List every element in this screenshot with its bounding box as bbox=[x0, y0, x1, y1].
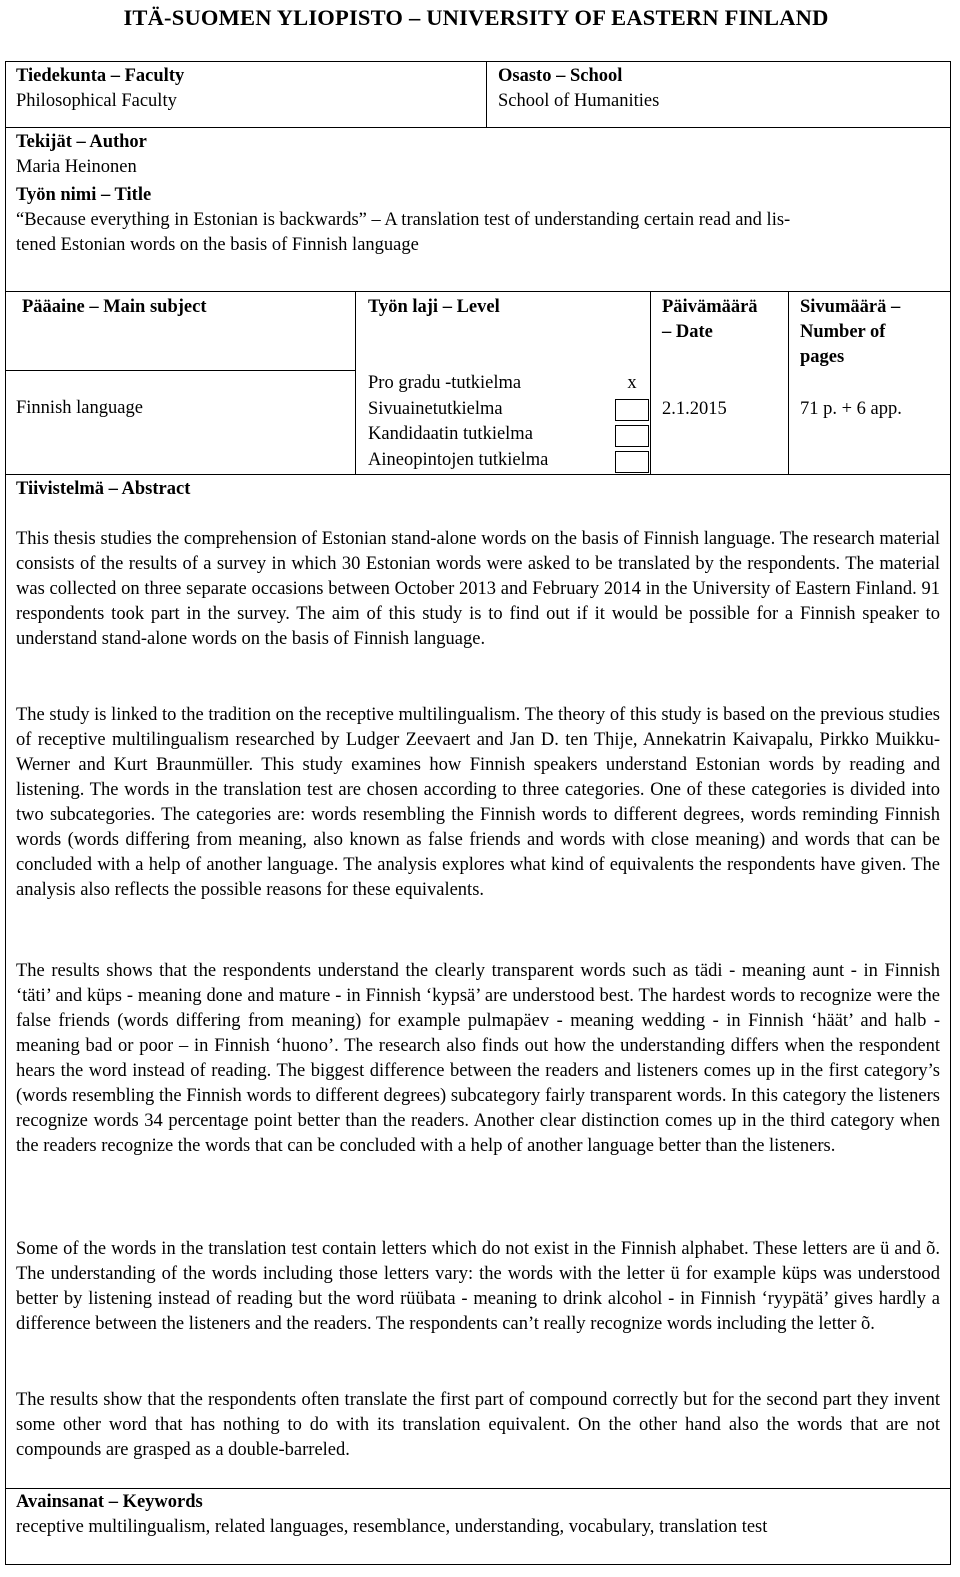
university-title: ITÄ-SUOMEN YLIOPISTO – UNIVERSITY OF EASTERN FINLAND bbox=[123, 5, 829, 30]
level-option-pro-gradu: Pro gradu -tutkielma bbox=[368, 373, 522, 393]
abstract-paragraph-3: The results shows that the respondents understand the clearly transparent words such as tädi - meaning aunt - in Finnish ‘täti’ and küps - meaning done and mature - in Finnish ‘kypsä’ are understood best. The hardest words to recognize were the false friends (words differing from meaning) for example pulmapäev - meaning wedding - in Finnish ‘häät’ and halb - meaning bad or poor – in Finnish ‘huono’. The research also finds out how the understanding differs when the respondent hears the word instead of reading. The biggest difference between the readers and listeners comes up in the first category’s (words resembling the Finnish words to different degrees) subcategory fairly transparent words. In this category the listeners recognize words 34 percentage point better than the readers. Another clear distinction comes up in the third category when the readers recognize the words that can be concluded with a help of another language better than the listeners. bbox=[16, 961, 940, 1156]
pages-label-2: Number of bbox=[800, 322, 886, 342]
level-option-sivuaine: Sivuainetutkielma bbox=[368, 399, 503, 419]
level-label: Työn laji – Level bbox=[368, 297, 500, 317]
pages-label-1: Sivumäärä – bbox=[800, 297, 901, 317]
main-subject-value: Finnish language bbox=[16, 398, 143, 418]
divider-level-date bbox=[650, 291, 651, 474]
divider-title bbox=[5, 291, 951, 292]
abstract-paragraph-4: Some of the words in the translation test contain letters which do not exist in the Finnish alphabet. These letters are ü and õ. The understanding of the words including those letters vary: the words with the letter ü for example küps was understood better by listening instead of reading but the word rüübata - meaning to drink alcohol - in Finnish ‘ryypätä’ gives hardly a difference between the listeners and the readers. The respondents can’t really recognize words including the letter õ. bbox=[16, 1239, 940, 1334]
keywords-value: receptive multilingualism, related languages, resemblance, understanding, vocabulary, translation test bbox=[16, 1517, 768, 1537]
divider-keywords bbox=[5, 1488, 951, 1489]
date-label-2: – Date bbox=[662, 322, 713, 342]
level-checkbox-kandidaatin[interactable] bbox=[615, 425, 649, 447]
faculty-label: Tiedekunta – Faculty bbox=[16, 66, 185, 86]
main-subject-label: Pääaine – Main subject bbox=[22, 297, 207, 317]
divider-subject-row bbox=[5, 370, 355, 371]
date-label-1: Päivämäärä bbox=[662, 297, 758, 317]
abstract-paragraph-5: The results show that the respondents often translate the first part of compound correctly but for the second part they invent some other word that has nothing to do with its translation equivalent. On the other hand also the words that are not compounds are grasped as a double-barreled. bbox=[16, 1390, 940, 1460]
keywords-label: Avainsanat – Keywords bbox=[16, 1492, 203, 1512]
author-value: Maria Heinonen bbox=[16, 157, 137, 177]
title-label: Työn nimi – Title bbox=[16, 185, 152, 205]
divider-meta bbox=[5, 474, 951, 475]
divider-date-pages bbox=[788, 291, 789, 474]
divider-faculty-school bbox=[486, 61, 487, 127]
school-label: Osasto – School bbox=[498, 66, 623, 86]
abstract-paragraph-1: This thesis studies the comprehension of Estonian stand-alone words on the basis of Finnish language. The research material consists of the results of a survey in which 30 Estonian words were asked to be translated by the respondents. The material was collected on three separate occasions between October 2013 and February 2014 in the University of Eastern Finland. 91 respondents took part in the survey. The aim of this study is to find out if it would be possible for a Finnish speaker to understand stand-alone words on the basis of Finnish language. bbox=[16, 529, 940, 649]
abstract-paragraph-2: The study is linked to the tradition on the receptive multilingualism. The theory of this study is based on the previous studies of receptive multilingualism researched by Ludger Zeevaert and Jan D. ten Thije, Annekatrin Kaivapalu, Pirkko Muikku-Werner and Kurt Braunmüller. This study examines how Finnish speakers understand Estonian words by reading and listening. The words in the translation test are chosen according to three categories. One of these categories is divided into two subcategories. The categories are: words resembling the Finnish words to different degrees, words reminding Finnish words (words differing from meaning, also known as false friends and words with close meaning) and words that can be concluded with a help of another language. The analysis explores what kind of equivalents the respondents have given. The analysis also reflects the possible reasons for these equivalents. bbox=[16, 705, 940, 900]
level-option-kandidaatin: Kandidaatin tutkielma bbox=[368, 424, 533, 444]
author-label: Tekijät – Author bbox=[16, 132, 147, 152]
school-value: School of Humanities bbox=[498, 91, 660, 111]
pages-value: 71 p. + 6 app. bbox=[800, 399, 902, 419]
divider-header bbox=[5, 127, 951, 128]
pages-label-3: pages bbox=[800, 347, 845, 367]
level-checkbox-aineopintojen[interactable] bbox=[615, 451, 649, 473]
faculty-value: Philosophical Faculty bbox=[16, 91, 177, 111]
level-option-aineopintojen: Aineopintojen tutkielma bbox=[368, 450, 549, 470]
title-line-1: “Because everything in Estonian is backwards” – A translation test of understanding certain read and lis- bbox=[16, 210, 791, 230]
level-checkbox-sivuaine[interactable] bbox=[615, 399, 649, 421]
level-checkbox-pro-gradu[interactable]: x bbox=[627, 373, 637, 393]
date-value: 2.1.2015 bbox=[662, 399, 727, 419]
divider-subject-level bbox=[355, 291, 356, 474]
abstract-label: Tiivistelmä – Abstract bbox=[16, 479, 191, 499]
title-line-2: tened Estonian words on the basis of Finnish language bbox=[16, 235, 419, 255]
